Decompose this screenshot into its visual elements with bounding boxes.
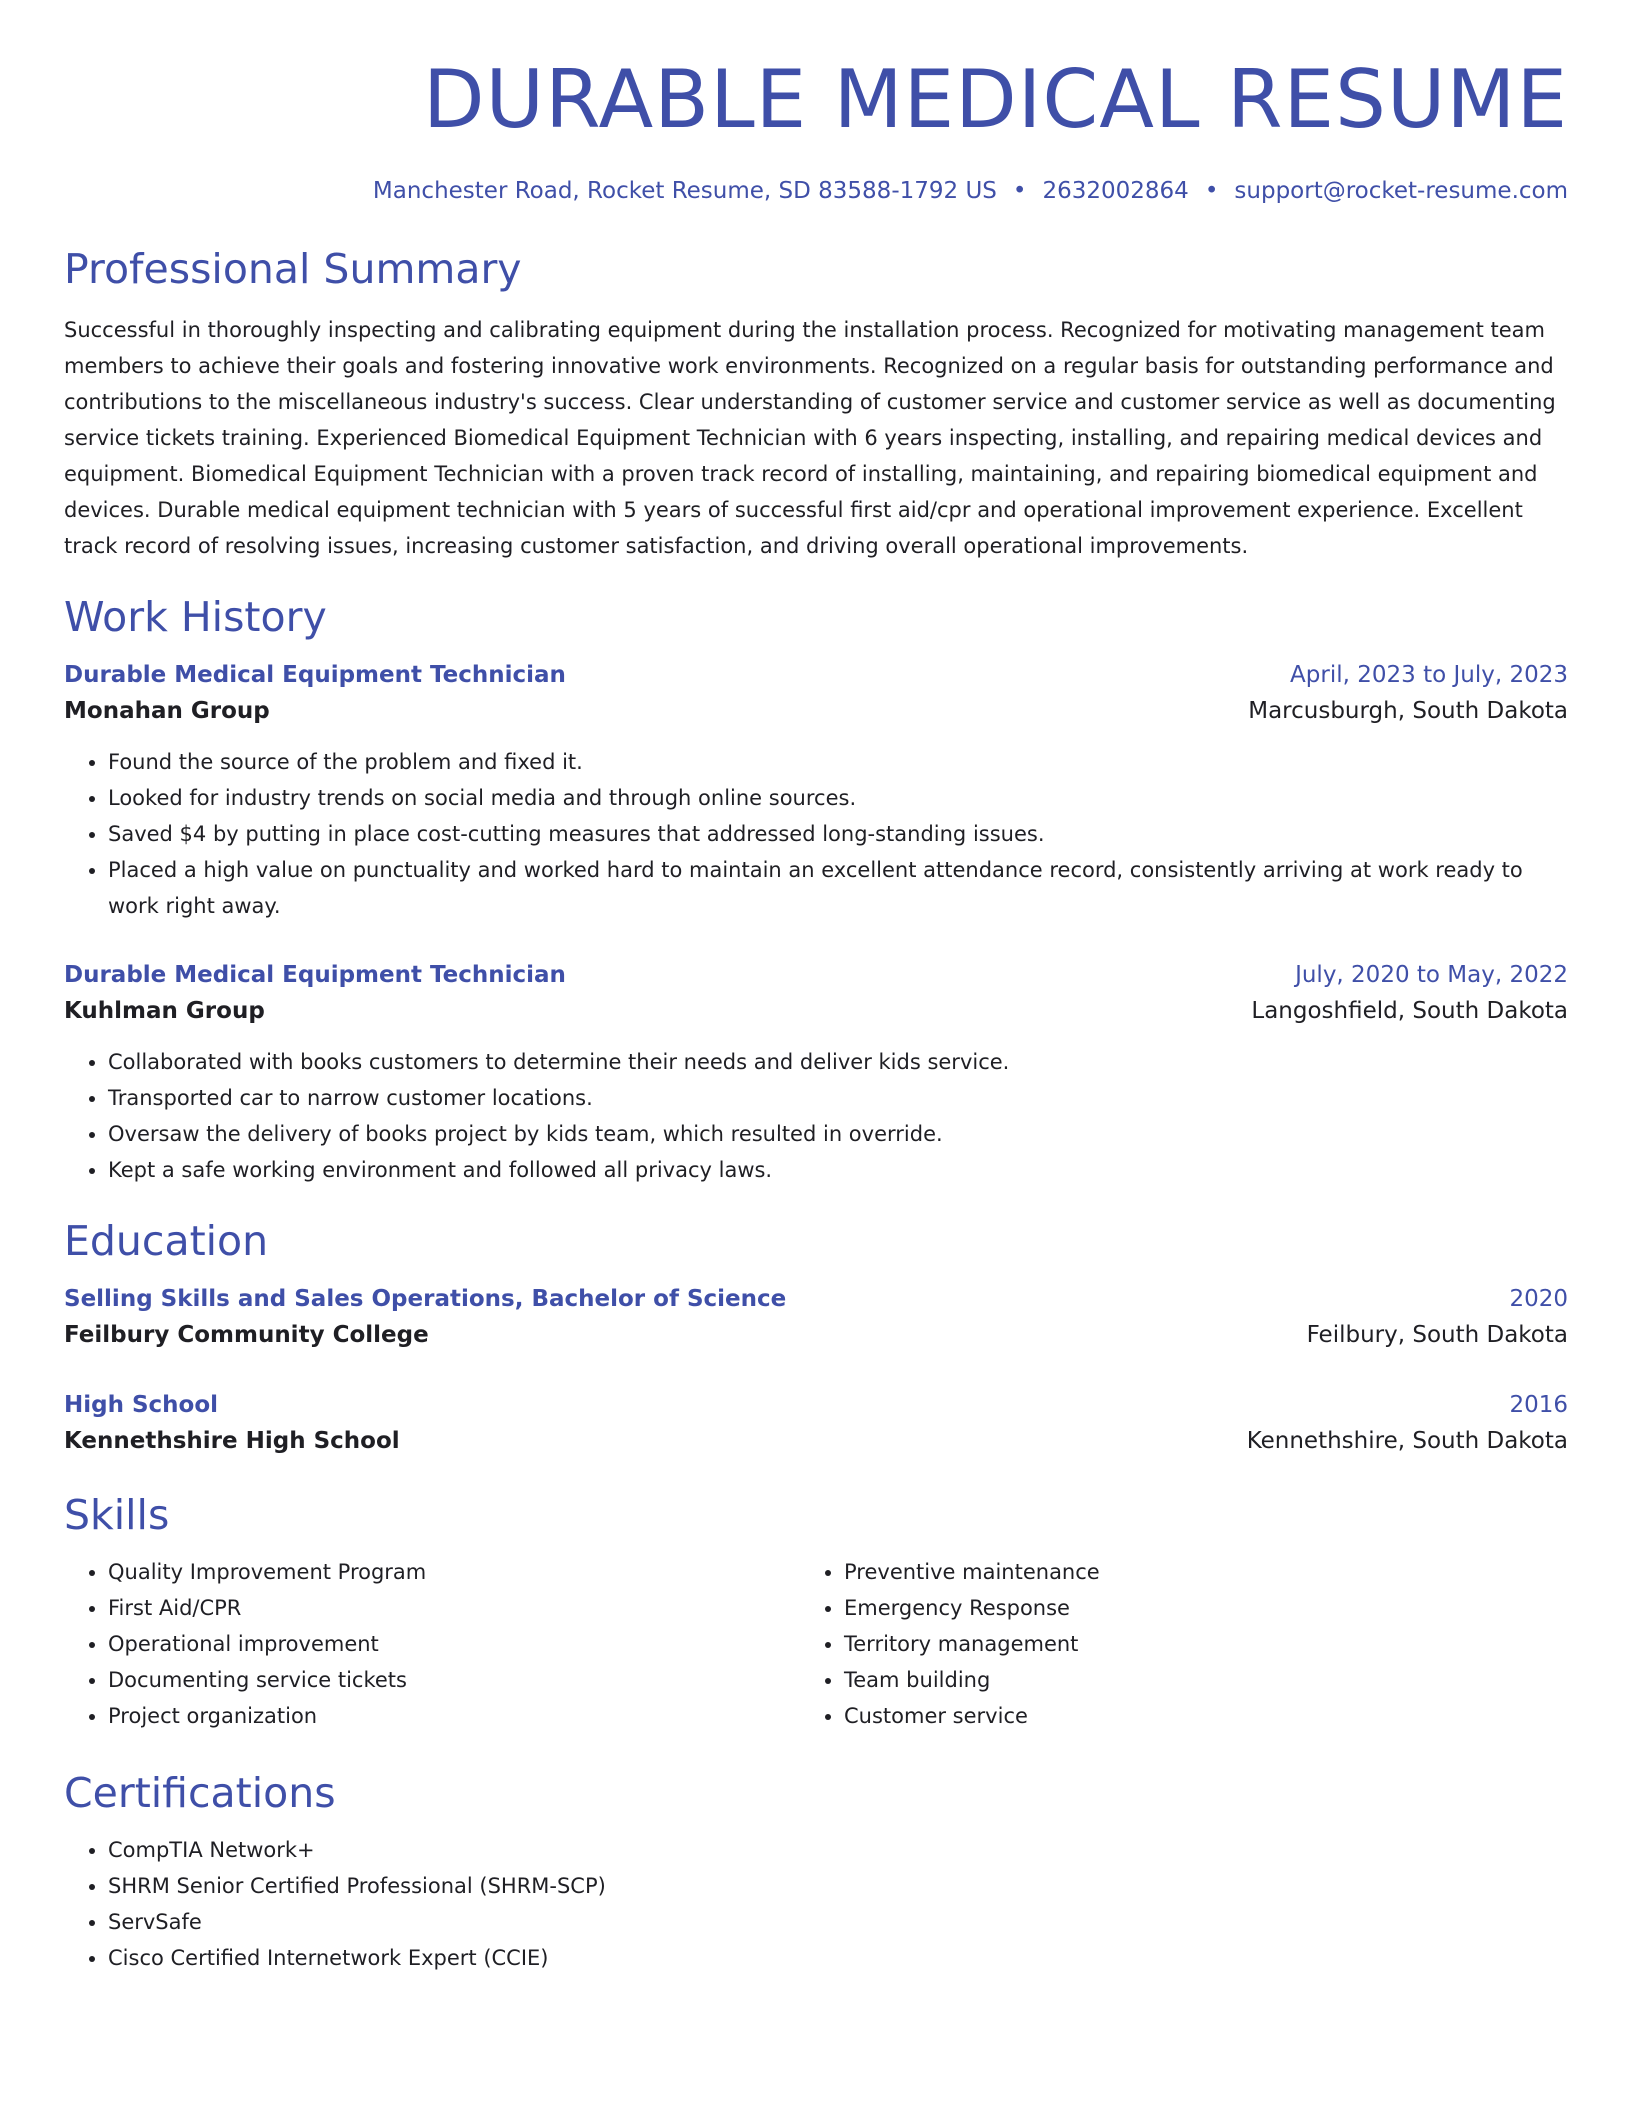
skill-item: • Emergency Response <box>844 1590 1536 1626</box>
certification-item: • CompTIA Network+ <box>108 1832 1568 1868</box>
education-entry-header <box>64 1282 1568 1316</box>
education-school: Kennethshire High School <box>64 1428 400 1454</box>
certification-item: • SHRM Senior Certified Professional (SHRM-SCP) <box>108 1868 1568 1904</box>
job-bullet: • Transported car to narrow customer locations. <box>108 1080 1568 1116</box>
job-bullets <box>64 744 1568 924</box>
certification-item: • ServSafe <box>108 1904 1568 1940</box>
work-entry-subheader <box>64 992 1568 1030</box>
education-location: Kennethshire, South Dakota <box>1246 1428 1568 1454</box>
education-degree: High School <box>64 1392 219 1418</box>
skill-item: • Documenting service tickets <box>108 1662 800 1698</box>
certification-item: • Cisco Certified Internetwork Expert (CCIE) <box>108 1940 1568 1976</box>
job-bullet: • Looked for industry trends on social media and through online sources. <box>108 780 1568 816</box>
work-entry-subheader <box>64 692 1568 730</box>
education-year: 2016 <box>1509 1392 1568 1418</box>
education-location: Feilbury, South Dakota <box>1306 1322 1568 1348</box>
summary-text: Successful in thoroughly inspecting and calibrating equipment during the installation process. Recognized for motivating management team members to achieve their goals and fostering innovative work environments. Recognized on a regular basis for outstanding performance and contributions to the miscellaneous industry's success. Clear understanding of customer service and customer service as well as documenting service tickets training. Experienced Biomedical Equipment Technician with 6 years inspecting, installing, and repairing medical devices and equipment. Biomedical Equipment Technician with a proven track record of installing, maintaining, and repairing biomedical equipment and devices. Durable medical equipment technician with 5 years of successful first aid/cpr and operational improvement experience. Excellent track record of resolving issues, increasing customer satisfaction, and driving overall operational improvements. <box>64 318 1556 558</box>
education-entry <box>64 1282 1568 1354</box>
skill-item: • Project organization <box>108 1698 800 1734</box>
skills-column-left <box>64 1554 800 1734</box>
contact-phone: 2632002864 <box>1042 178 1189 204</box>
skill-item: • Operational improvement <box>108 1626 800 1662</box>
education-degree: Selling Skills and Sales Operations, Bachelor of Science <box>64 1286 787 1312</box>
work-entry <box>64 958 1568 1188</box>
job-location: Marcusburgh, South Dakota <box>1248 698 1568 724</box>
skill-item: • Team building <box>844 1662 1536 1698</box>
work-entry-header <box>64 658 1568 692</box>
job-bullet: • Found the source of the problem and fixed it. <box>108 744 1568 780</box>
education-entry-subheader <box>64 1422 1568 1460</box>
resume-header <box>64 52 1568 206</box>
contact-line <box>64 176 1568 206</box>
job-title: Durable Medical Equipment Technician <box>64 962 566 988</box>
section-title-summary: Professional Summary <box>64 245 522 293</box>
skills-column-right <box>800 1554 1536 1734</box>
section-title-education: Education <box>64 1217 269 1265</box>
contact-address: Manchester Road, Rocket Resume, SD 83588-1792 US <box>372 178 997 204</box>
job-dates: July, 2020 to May, 2022 <box>1295 962 1568 988</box>
education-entry <box>64 1388 1568 1460</box>
skill-item: • Quality Improvement Program <box>108 1554 800 1590</box>
skill-item: • Customer service <box>844 1698 1536 1734</box>
contact-separator: • <box>1204 178 1219 204</box>
job-bullet: • Kept a safe working environment and followed all privacy laws. <box>108 1152 1568 1188</box>
job-bullet: • Placed a high value on punctuality and worked hard to maintain an excellent attendance record, consistently arriving at work ready to work right away. <box>108 852 1568 924</box>
section-title-skills: Skills <box>64 1491 170 1539</box>
section-title-work-history: Work History <box>64 593 327 641</box>
job-location: Langoshfield, South Dakota <box>1251 998 1568 1024</box>
job-title: Durable Medical Equipment Technician <box>64 662 566 688</box>
education-entry-subheader <box>64 1316 1568 1354</box>
section-title-certifications: Certifications <box>64 1769 336 1817</box>
job-bullet: • Saved $4 by putting in place cost-cutting measures that addressed long-standing issues. <box>108 816 1568 852</box>
job-company: Monahan Group <box>64 698 270 724</box>
contact-separator: • <box>1012 178 1027 204</box>
work-entry-header <box>64 958 1568 992</box>
job-bullet: • Oversaw the delivery of books project by kids team, which resulted in override. <box>108 1116 1568 1152</box>
education-year: 2020 <box>1509 1286 1568 1312</box>
certifications-list <box>64 1832 1568 1976</box>
skill-item: • Preventive maintenance <box>844 1554 1536 1590</box>
job-dates: April, 2023 to July, 2023 <box>1290 662 1568 688</box>
skill-item: • Territory management <box>844 1626 1536 1662</box>
work-entry <box>64 658 1568 924</box>
job-bullet: • Collaborated with books customers to determine their needs and deliver kids service. <box>108 1044 1568 1080</box>
skill-item: • First Aid/CPR <box>108 1590 800 1626</box>
contact-email: support@rocket-resume.com <box>1234 178 1568 204</box>
job-bullets <box>64 1044 1568 1188</box>
education-school: Feilbury Community College <box>64 1322 429 1348</box>
resume-name: DURABLE MEDICAL RESUME <box>422 53 1568 146</box>
education-entry-header <box>64 1388 1568 1422</box>
skills-grid <box>64 1554 1568 1734</box>
job-company: Kuhlman Group <box>64 998 265 1024</box>
